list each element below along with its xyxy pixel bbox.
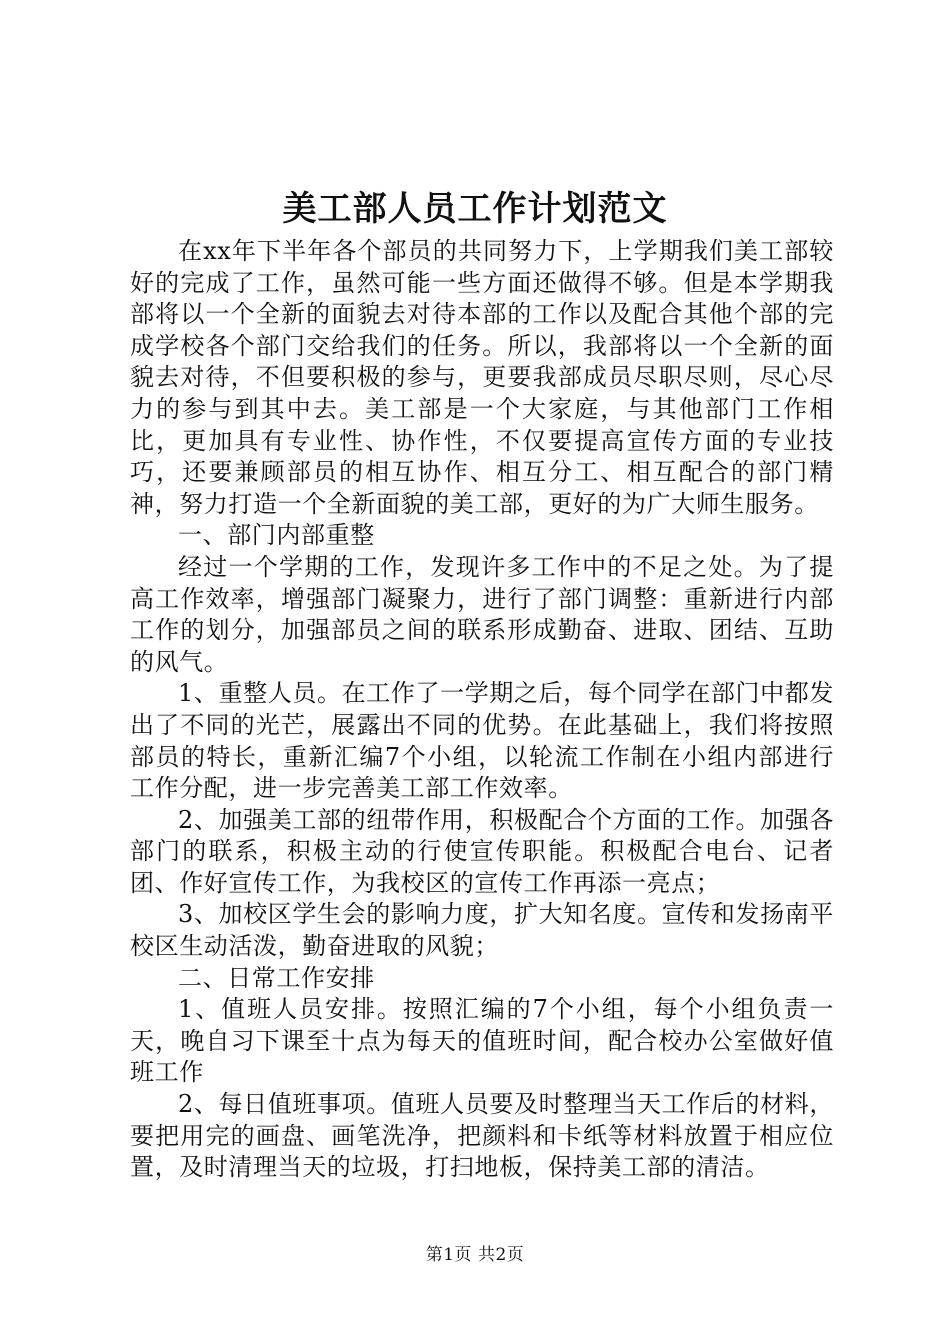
document-title: 美工部人员工作计划范文 [282,189,668,229]
page-number-footer: 第1页 共2页 [425,1245,525,1265]
document-body [130,236,834,1184]
list-item-1-3: 3、加校区学生会的影响力度，扩大知名度。宣传和发扬南平校区生动活泼，勤奋进取的风貌； [130,900,834,961]
list-item-1-2: 2、加强美工部的纽带作用，积极配合个方面的工作。加强各部门的联系，积极主动的行使宣传职能。积极配合电台、记者团、作好宣传工作，为我校区的宣传工作再添一亮点； [130,805,834,897]
list-item-1-1: 1、重整人员。在工作了一学期之后，每个同学在部门中都发出了不同的光芒，展露出不同的优势。在此基础上，我们将按照部员的特长，重新汇编7个小组，以轮流工作制在小组内部进行工作分配，进一步完善美工部工作效率。 [130,679,834,803]
section-heading-1: 一、部门内部重整 [178,521,375,550]
paragraph-section-1-intro: 经过一个学期的工作，发现许多工作中的不足之处。为了提高工作效率，增强部门凝聚力，进行了部门调整：重新进行内部工作的划分，加强部员之间的联系形成勤奋、进取、团结、互助的风气。 [130,552,834,676]
paragraph-intro: 在xx年下半年各个部员的共同努力下，上学期我们美工部较好的完成了工作，虽然可能一些方面还做得不够。但是本学期我部将以一个全新的面貌去对待本部的工作以及配合其他个部的完成学校各个部门交给我们的任务。所以，我部将以一个全新的面貌去对待，不但要积极的参与，更要我部成员尽职尽则，尽心尽力的参与到其中去。美工部是一个大家庭，与其他部门工作相比，更加具有专业性、协作性，不仅要提高宣传方面的专业技巧，还要兼顾部员的相互协作、相互分工、相互配合的部门精神，努力打造一个全新面貌的美工部，更好的为广大师生服务。 [130,237,834,518]
section-heading-2: 二、日常工作安排 [178,963,375,992]
list-item-2-1: 1、值班人员安排。按照汇编的7个小组，每个小组负责一天，晚自习下课至十点为每天的值班时间，配合校办公室做好值班工作 [130,995,834,1087]
list-item-2-2: 2、每日值班事项。值班人员要及时整理当天工作后的材料，要把用完的画盘、画笔洗净，把颜料和卡纸等材料放置于相应位置，及时清理当天的垃圾，打扫地板，保持美工部的清洁。 [130,1090,834,1182]
